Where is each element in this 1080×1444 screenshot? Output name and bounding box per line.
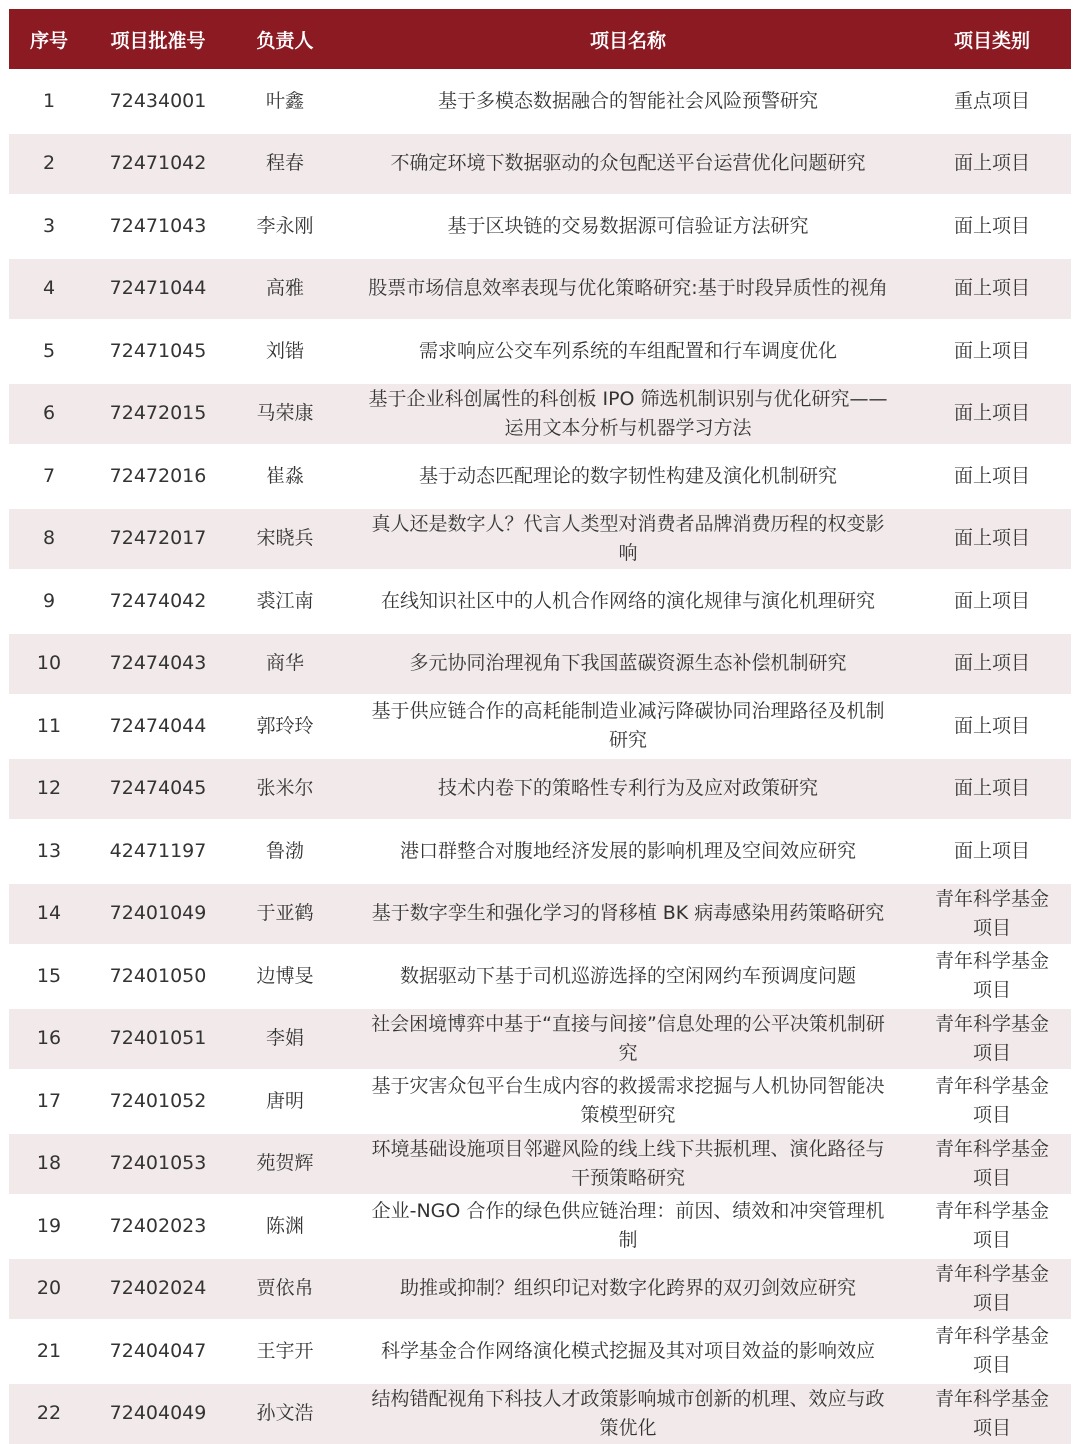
table-row bbox=[9, 1133, 1071, 1196]
category-cell: 青年科学基金项目 bbox=[913, 1133, 1071, 1196]
table-row bbox=[9, 445, 1071, 508]
serial-cell: 20 bbox=[9, 1258, 89, 1321]
approval-number-cell: 72471043 bbox=[89, 195, 227, 258]
header-project-name: 项目名称 bbox=[343, 9, 913, 70]
principal-cell: 刘锴 bbox=[227, 320, 343, 383]
project-table-container bbox=[9, 9, 1071, 1444]
table-row bbox=[9, 1070, 1071, 1133]
project-name-cell: 真人还是数字人？代言人类型对消费者品牌消费历程的权变影响 bbox=[343, 508, 913, 571]
approval-number-cell: 72471042 bbox=[89, 133, 227, 196]
header-principal: 负责人 bbox=[227, 9, 343, 70]
category-cell: 青年科学基金项目 bbox=[913, 945, 1071, 1008]
project-name-cell: 基于供应链合作的高耗能制造业减污降碳协同治理路径及机制研究 bbox=[343, 695, 913, 758]
category-cell: 面上项目 bbox=[913, 695, 1071, 758]
category-cell: 青年科学基金项目 bbox=[913, 1008, 1071, 1071]
project-name-cell: 基于企业科创属性的科创板 IPO 筛选机制识别与优化研究——运用文本分析与机器学习方法 bbox=[343, 383, 913, 446]
project-name-cell: 科学基金合作网络演化模式挖掘及其对项目效益的影响效应 bbox=[343, 1320, 913, 1383]
header-project-category: 项目类别 bbox=[913, 9, 1071, 70]
project-name-cell: 需求响应公交车列系统的车组配置和行车调度优化 bbox=[343, 320, 913, 383]
approval-number-cell: 72474044 bbox=[89, 695, 227, 758]
principal-cell: 边博旻 bbox=[227, 945, 343, 1008]
principal-cell: 叶鑫 bbox=[227, 70, 343, 133]
category-cell: 面上项目 bbox=[913, 133, 1071, 196]
project-name-cell: 港口群整合对腹地经济发展的影响机理及空间效应研究 bbox=[343, 820, 913, 883]
principal-cell: 鲁渤 bbox=[227, 820, 343, 883]
table-header bbox=[9, 9, 1071, 70]
serial-cell: 1 bbox=[9, 70, 89, 133]
category-cell: 面上项目 bbox=[913, 258, 1071, 321]
principal-cell: 李永刚 bbox=[227, 195, 343, 258]
table-row bbox=[9, 1195, 1071, 1258]
principal-cell: 程春 bbox=[227, 133, 343, 196]
table-row bbox=[9, 1320, 1071, 1383]
serial-cell: 8 bbox=[9, 508, 89, 571]
project-name-cell: 环境基础设施项目邻避风险的线上线下共振机理、演化路径与干预策略研究 bbox=[343, 1133, 913, 1196]
serial-cell: 19 bbox=[9, 1195, 89, 1258]
principal-cell: 孙文浩 bbox=[227, 1383, 343, 1444]
table-row bbox=[9, 133, 1071, 196]
project-name-cell: 基于动态匹配理论的数字韧性构建及演化机制研究 bbox=[343, 445, 913, 508]
project-name-cell: 技术内卷下的策略性专利行为及应对政策研究 bbox=[343, 758, 913, 821]
category-cell: 青年科学基金项目 bbox=[913, 1258, 1071, 1321]
table-row bbox=[9, 820, 1071, 883]
table-row bbox=[9, 633, 1071, 696]
principal-cell: 苑贺辉 bbox=[227, 1133, 343, 1196]
principal-cell: 陈渊 bbox=[227, 1195, 343, 1258]
approval-number-cell: 72402024 bbox=[89, 1258, 227, 1321]
approval-number-cell: 72401050 bbox=[89, 945, 227, 1008]
category-cell: 青年科学基金项目 bbox=[913, 1320, 1071, 1383]
project-name-cell: 社会困境博弈中基于“直接与间接”信息处理的公平决策机制研究 bbox=[343, 1008, 913, 1071]
table-row bbox=[9, 758, 1071, 821]
principal-cell: 于亚鹤 bbox=[227, 883, 343, 946]
category-cell: 面上项目 bbox=[913, 820, 1071, 883]
table-row bbox=[9, 883, 1071, 946]
project-name-cell: 多元协同治理视角下我国蓝碳资源生态补偿机制研究 bbox=[343, 633, 913, 696]
table-row bbox=[9, 70, 1071, 133]
project-name-cell: 数据驱动下基于司机巡游选择的空闲网约车预调度问题 bbox=[343, 945, 913, 1008]
approval-number-cell: 72472017 bbox=[89, 508, 227, 571]
project-name-cell: 基于区块链的交易数据源可信验证方法研究 bbox=[343, 195, 913, 258]
approval-number-cell: 72401051 bbox=[89, 1008, 227, 1071]
project-table bbox=[9, 9, 1071, 1444]
serial-cell: 2 bbox=[9, 133, 89, 196]
project-name-cell: 结构错配视角下科技人才政策影响城市创新的机理、效应与政策优化 bbox=[343, 1383, 913, 1444]
serial-cell: 18 bbox=[9, 1133, 89, 1196]
category-cell: 青年科学基金项目 bbox=[913, 1383, 1071, 1444]
approval-number-cell: 72471045 bbox=[89, 320, 227, 383]
category-cell: 面上项目 bbox=[913, 508, 1071, 571]
approval-number-cell: 72474045 bbox=[89, 758, 227, 821]
serial-cell: 6 bbox=[9, 383, 89, 446]
serial-cell: 7 bbox=[9, 445, 89, 508]
serial-cell: 22 bbox=[9, 1383, 89, 1444]
table-row bbox=[9, 320, 1071, 383]
table-row bbox=[9, 258, 1071, 321]
approval-number-cell: 72474043 bbox=[89, 633, 227, 696]
serial-cell: 9 bbox=[9, 570, 89, 633]
principal-cell: 王宇开 bbox=[227, 1320, 343, 1383]
approval-number-cell: 72472016 bbox=[89, 445, 227, 508]
approval-number-cell: 72404049 bbox=[89, 1383, 227, 1444]
serial-cell: 5 bbox=[9, 320, 89, 383]
serial-cell: 4 bbox=[9, 258, 89, 321]
header-row bbox=[9, 9, 1071, 70]
approval-number-cell: 72434001 bbox=[89, 70, 227, 133]
serial-cell: 15 bbox=[9, 945, 89, 1008]
serial-cell: 14 bbox=[9, 883, 89, 946]
table-row bbox=[9, 1258, 1071, 1321]
serial-cell: 17 bbox=[9, 1070, 89, 1133]
principal-cell: 商华 bbox=[227, 633, 343, 696]
category-cell: 面上项目 bbox=[913, 445, 1071, 508]
principal-cell: 张米尔 bbox=[227, 758, 343, 821]
table-body bbox=[9, 70, 1071, 1444]
category-cell: 青年科学基金项目 bbox=[913, 883, 1071, 946]
serial-cell: 16 bbox=[9, 1008, 89, 1071]
serial-cell: 10 bbox=[9, 633, 89, 696]
category-cell: 面上项目 bbox=[913, 758, 1071, 821]
serial-cell: 11 bbox=[9, 695, 89, 758]
category-cell: 面上项目 bbox=[913, 320, 1071, 383]
category-cell: 面上项目 bbox=[913, 570, 1071, 633]
header-serial: 序号 bbox=[9, 9, 89, 70]
project-name-cell: 股票市场信息效率表现与优化策略研究:基于时段异质性的视角 bbox=[343, 258, 913, 321]
serial-cell: 13 bbox=[9, 820, 89, 883]
table-row bbox=[9, 1008, 1071, 1071]
approval-number-cell: 72402023 bbox=[89, 1195, 227, 1258]
header-approval-number: 项目批准号 bbox=[89, 9, 227, 70]
category-cell: 青年科学基金项目 bbox=[913, 1195, 1071, 1258]
principal-cell: 裘江南 bbox=[227, 570, 343, 633]
table-row bbox=[9, 195, 1071, 258]
project-name-cell: 基于多模态数据融合的智能社会风险预警研究 bbox=[343, 70, 913, 133]
project-name-cell: 助推或抑制？组织印记对数字化跨界的双刃剑效应研究 bbox=[343, 1258, 913, 1321]
project-name-cell: 在线知识社区中的人机合作网络的演化规律与演化机理研究 bbox=[343, 570, 913, 633]
table-row bbox=[9, 570, 1071, 633]
principal-cell: 贾依帛 bbox=[227, 1258, 343, 1321]
table-row bbox=[9, 695, 1071, 758]
serial-cell: 21 bbox=[9, 1320, 89, 1383]
approval-number-cell: 72472015 bbox=[89, 383, 227, 446]
principal-cell: 宋晓兵 bbox=[227, 508, 343, 571]
project-name-cell: 基于数字孪生和强化学习的肾移植 BK 病毒感染用药策略研究 bbox=[343, 883, 913, 946]
table-row bbox=[9, 508, 1071, 571]
approval-number-cell: 72401052 bbox=[89, 1070, 227, 1133]
table-row bbox=[9, 1383, 1071, 1444]
category-cell: 青年科学基金项目 bbox=[913, 1070, 1071, 1133]
principal-cell: 高雅 bbox=[227, 258, 343, 321]
table-row bbox=[9, 945, 1071, 1008]
approval-number-cell: 72401053 bbox=[89, 1133, 227, 1196]
serial-cell: 3 bbox=[9, 195, 89, 258]
approval-number-cell: 72474042 bbox=[89, 570, 227, 633]
principal-cell: 唐明 bbox=[227, 1070, 343, 1133]
principal-cell: 李娟 bbox=[227, 1008, 343, 1071]
approval-number-cell: 72401049 bbox=[89, 883, 227, 946]
approval-number-cell: 72404047 bbox=[89, 1320, 227, 1383]
principal-cell: 马荣康 bbox=[227, 383, 343, 446]
approval-number-cell: 72471044 bbox=[89, 258, 227, 321]
category-cell: 面上项目 bbox=[913, 633, 1071, 696]
table-row bbox=[9, 383, 1071, 446]
category-cell: 重点项目 bbox=[913, 70, 1071, 133]
principal-cell: 崔淼 bbox=[227, 445, 343, 508]
approval-number-cell: 42471197 bbox=[89, 820, 227, 883]
principal-cell: 郭玲玲 bbox=[227, 695, 343, 758]
serial-cell: 12 bbox=[9, 758, 89, 821]
project-name-cell: 企业-NGO 合作的绿色供应链治理：前因、绩效和冲突管理机制 bbox=[343, 1195, 913, 1258]
project-name-cell: 基于灾害众包平台生成内容的救援需求挖掘与人机协同智能决策模型研究 bbox=[343, 1070, 913, 1133]
project-name-cell: 不确定环境下数据驱动的众包配送平台运营优化问题研究 bbox=[343, 133, 913, 196]
category-cell: 面上项目 bbox=[913, 383, 1071, 446]
category-cell: 面上项目 bbox=[913, 195, 1071, 258]
